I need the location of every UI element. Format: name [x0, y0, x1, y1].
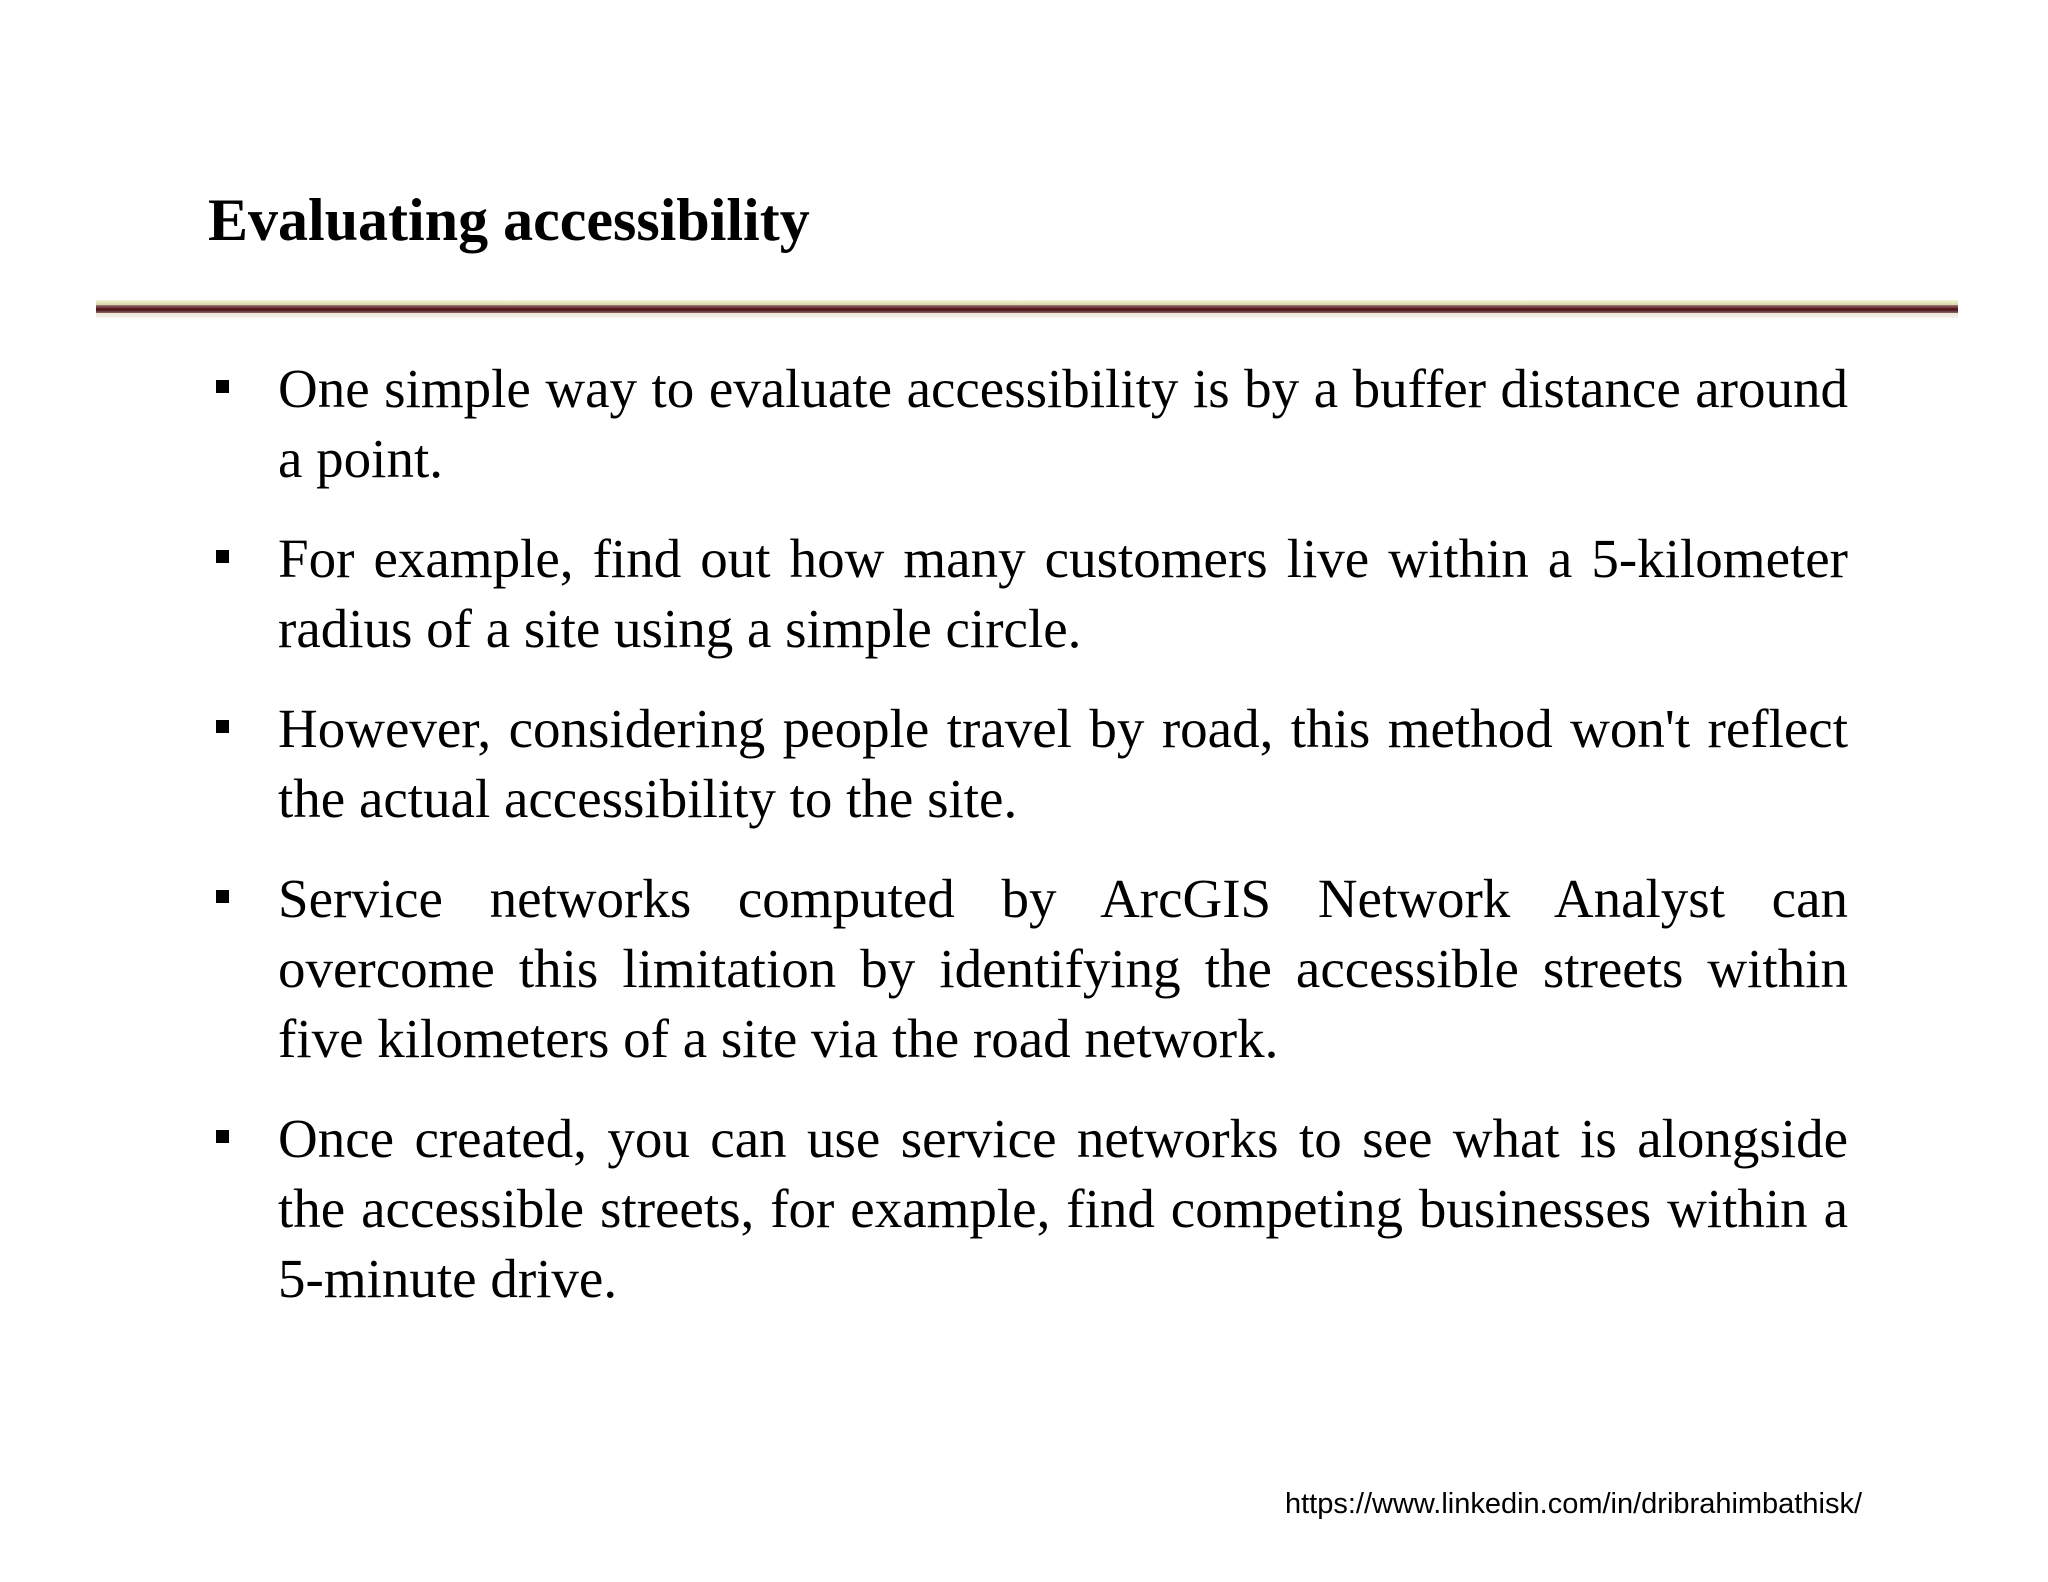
square-bullet-icon — [216, 890, 229, 903]
bullet-text: For example, find out how many customers live within a 5-kilometer radius of a site using a simple circle. — [278, 528, 1848, 659]
square-bullet-icon — [216, 1130, 229, 1143]
bullet-item — [208, 524, 1848, 664]
footer-url-link[interactable]: https://www.linkedin.com/in/dribrahimbathisk/ — [1284, 1488, 1862, 1520]
bullet-list — [208, 354, 1848, 1344]
bullet-text: Once created, you can use service networks to see what is alongside the accessible streets, for example, find competing businesses within a 5-minute drive. — [278, 1108, 1848, 1309]
square-bullet-icon — [216, 720, 229, 733]
bullet-item — [208, 1104, 1848, 1314]
square-bullet-icon — [216, 380, 229, 393]
bullet-text: Service networks computed by ArcGIS Network Analyst can overcome this limitation by identifying the accessible streets within five kilometers of a site via the road network. — [278, 868, 1848, 1069]
bullet-item — [208, 354, 1848, 494]
bullet-text: One simple way to evaluate accessibility is by a buffer distance around a point. — [278, 358, 1848, 489]
title-divider-bar — [96, 305, 1958, 313]
square-bullet-icon — [216, 550, 229, 563]
bullet-item — [208, 694, 1848, 834]
slide-title: Evaluating accessibility — [208, 187, 810, 253]
bullet-text: However, considering people travel by road, this method won't reflect the actual accessibility to the site. — [278, 698, 1848, 829]
title-divider — [96, 300, 1958, 318]
bullet-item — [208, 864, 1848, 1074]
